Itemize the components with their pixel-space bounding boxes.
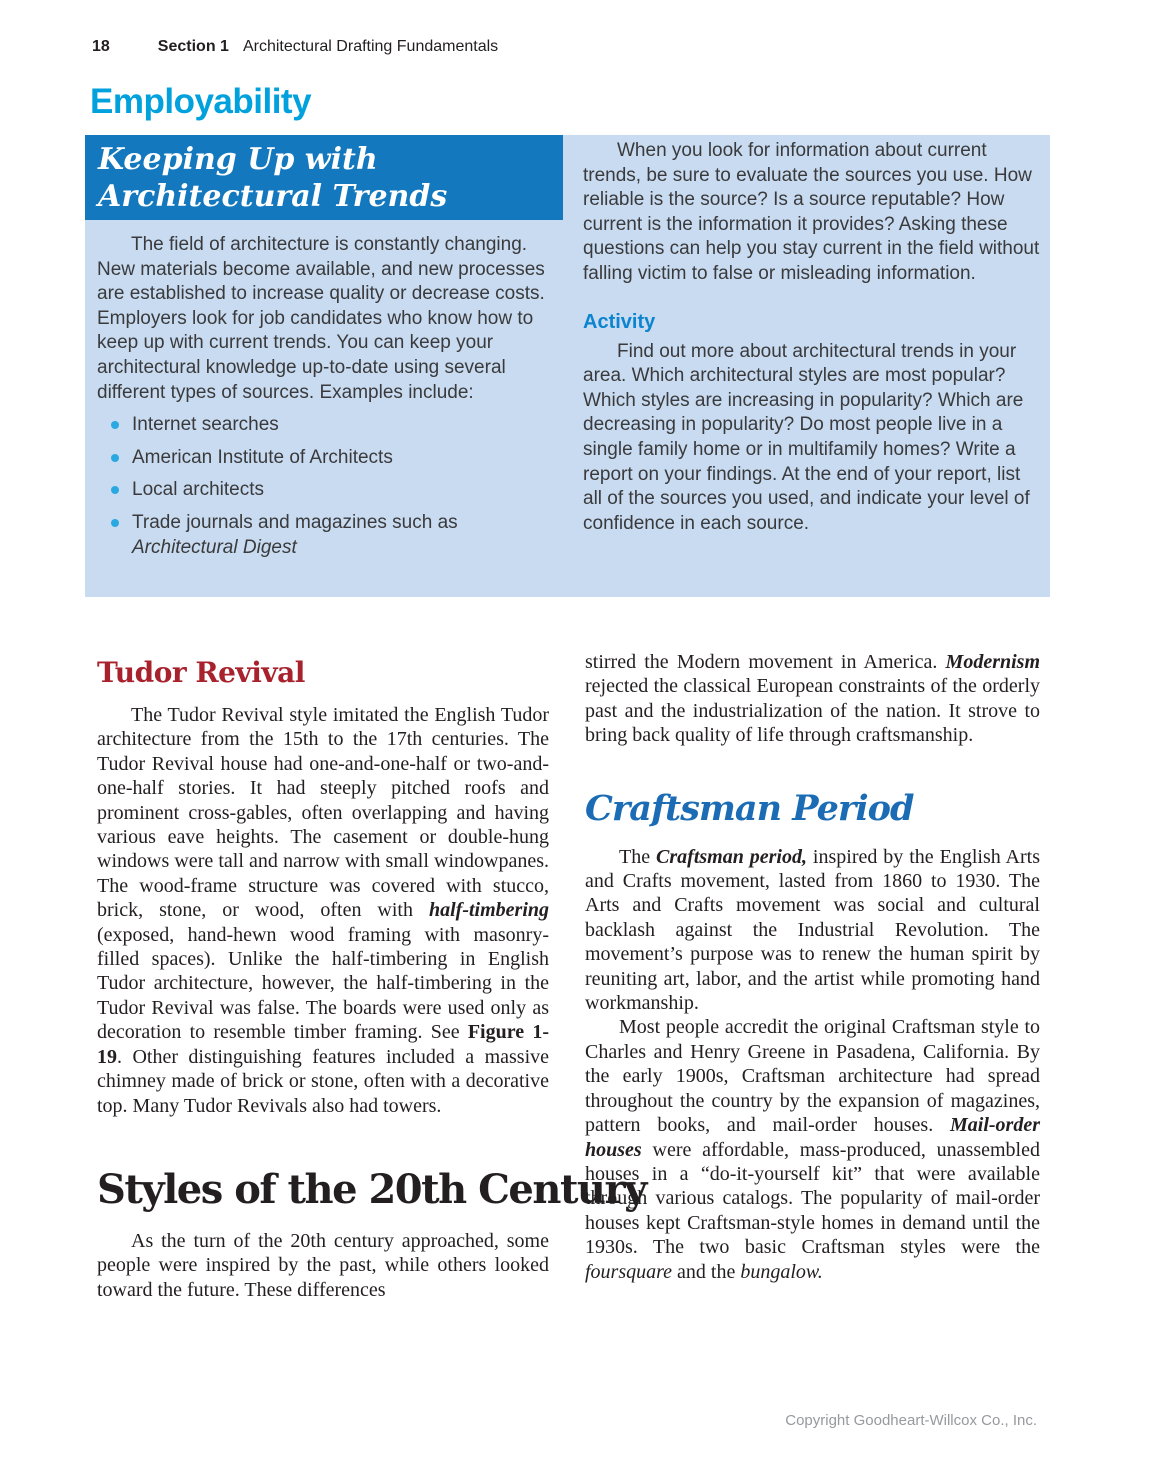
body-text: stirred the Modern movement in America. [585,651,946,673]
section-title: Architectural Drafting Fundamentals [242,38,499,55]
copyright-notice: Copyright Goodheart-Willcox Co., Inc. [785,1412,1037,1429]
body-text: were affordable, mass-produced, unassembled houses in a “do-it-yourself kit” that were available through various catalogs. The popularity of mail-order houses kept Craftsman-style homes in demand until the 1930s. The two basic Craftsman styles were the [585,1138,1040,1259]
main-right-column [585,650,1040,1284]
body-text: . Other distinguishing features included a massive chimney made of brick or stone, often with a decorative top. Many Tudor Revivals also had towers. [97,1045,549,1117]
body-text: Most people accredit the original Craftsman style to Charles and Henry Greene in Pasadena, California. By the early 1900s, Craftsman architecture had spread throughout the country by the expansion of magazines, pattern books, and mail-order houses. [585,1016,1040,1137]
list-item [97,446,549,471]
bullet-dot-icon [111,519,119,527]
key-term: Modernism [945,651,1040,673]
activity-heading: Activity [583,310,656,333]
running-head [92,38,498,56]
key-term: Craftsman period, [656,845,807,868]
feature-title-bar [85,135,563,220]
feature-right-column [583,139,1044,536]
list-item [97,478,549,503]
tudor-revival-heading: Tudor Revival [97,656,305,689]
list-item-label: Trade journals and magazines such as [132,511,458,533]
activity-paragraph: Find out more about architectural trends in your area. Which architectural styles are most popular? Which styles are increasing in popularity? Which are decreasing in popularity? Do most people live in a single family home or in multifamily homes? Write a report on your findings. At the end of your report, list all of the sources you used, and indicate your level of confidence in each source. [583,340,1030,534]
body-text: and the [672,1260,741,1283]
sources-list [97,413,549,560]
style-term: bungalow. [740,1260,823,1283]
page-number: 18 [92,38,110,55]
craftsman-paragraph-2 [585,1015,1040,1283]
styles-20th-century-heading: Styles of the 20th Century [97,1165,646,1213]
list-item-label: Local architects [132,479,265,501]
key-term: Mail-order houses [585,1114,1040,1161]
list-item [97,511,549,560]
body-text: rejected the classical European constraints of the orderly past and the industrialization of the nation. It strove to bring back quality of life through craftsmanship. [585,675,1040,747]
feature-evaluate-paragraph: When you look for information about current trends, be sure to evaluate the sources you use. How reliable is the source? Is a source reputable? How current is the information it provides? Asking these questions can help you stay current in the field without falling victim to false or misleading information. [583,140,1040,284]
styles-paragraph: As the turn of the 20th century approached, some people were inspired by the past, while others looked toward the future. These differences [97,1229,549,1301]
magazine-title: Architectural Digest [132,536,297,558]
feature-title-line1: Keeping Up with [98,142,378,177]
bullet-dot-icon [111,486,119,494]
bullet-dot-icon [111,454,119,462]
craftsman-period-heading: Craftsman Period [585,787,914,829]
section-label: Section 1 [157,38,229,55]
body-text: The Tudor Revival style imitated the English Tudor architecture from the 15th to the 17th centuries. The Tudor Revival house had one-and-one-half or two-and-one-half stories. It had steeply pitched roofs and prominent cross-gables, often overlapping and having various eave heights. The casement or double-hung windows were tall and narrow with small windowpanes. The wood-frame structure was covered with stucco, brick, stone, or wood, often with [97,704,549,922]
style-term: foursquare [585,1260,673,1283]
list-item-label: American Institute of Architects [132,446,393,468]
list-item [97,413,549,438]
feature-title-line2: Architectural Trends [98,179,448,214]
tudor-paragraph [97,703,549,1118]
body-text: The [619,845,657,868]
feature-intro-paragraph: The field of architecture is constantly changing. New materials become available, and new processes are established to increase quality or decrease costs. Employers look for job candidates who know how to keep up with current trends. You can keep your architectural knowledge up-to-date using several different types of sources. Examples include: [97,234,545,403]
key-term: half-timbering [428,899,549,922]
feature-left-column [97,233,549,560]
figure-reference: Figure 1-19 [97,1021,550,1068]
body-text: inspired by the English Arts and Crafts movement, lasted from 1860 to 1930. The Arts and Crafts movement was social and cultural backlash against the Industrial Revolution. The movement’s purpose was to renew the human spirit by reuniting art, labor, and the artist while promoting hand workmanship. [585,845,1040,1015]
body-text: (exposed, hand-hewn wood framing with masonry-filled spaces). Unlike the half-timbering in English Tudor architecture, however, the half-timbering in the Tudor Revival was false. The boards were used only as decoration to resemble timber framing. See [97,923,549,1044]
modernism-paragraph [585,650,1040,748]
craftsman-paragraph-1 [585,845,1040,1016]
bullet-dot-icon [111,421,119,429]
feature-kicker-heading: Employability [90,82,312,121]
list-item-label: Internet searches [132,414,279,436]
